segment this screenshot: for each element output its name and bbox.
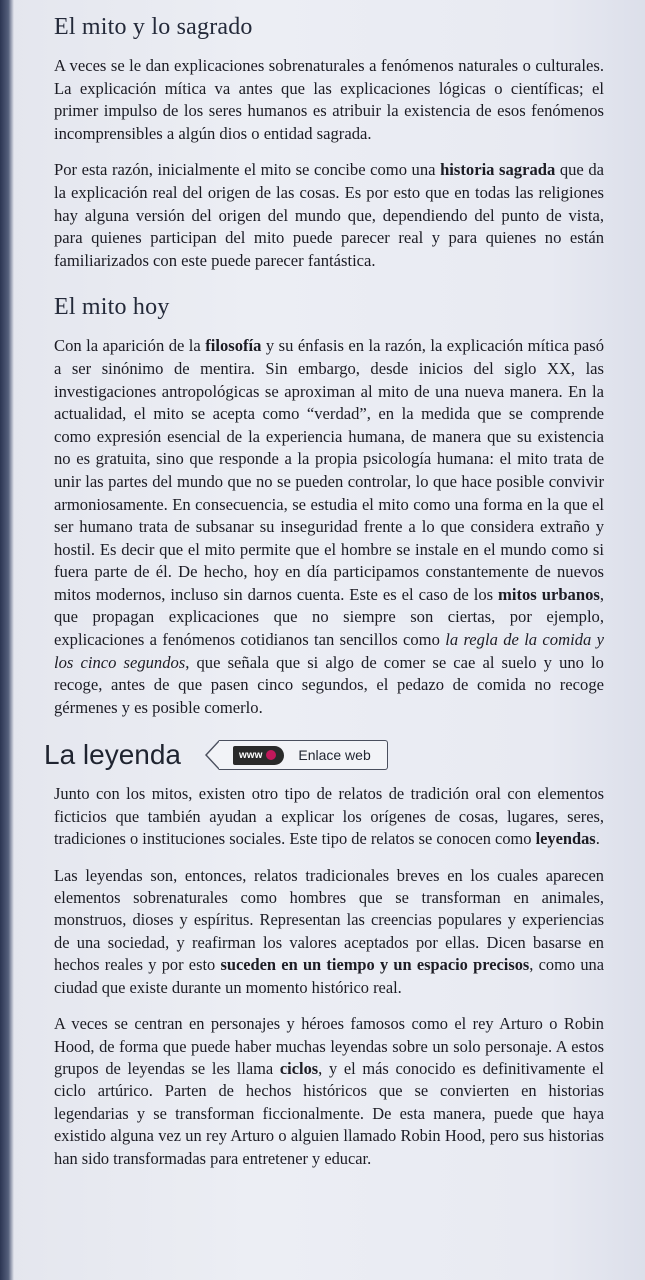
bold-term: suceden en un tiempo y un espacio precisos <box>220 955 530 975</box>
web-link-badge[interactable] <box>205 740 388 770</box>
paragraph-leyenda-3 <box>54 1013 604 1170</box>
heading-mito-sagrado: El mito y lo sagrado <box>54 14 253 40</box>
bold-term: leyendas <box>535 829 596 849</box>
dot-icon <box>266 750 276 760</box>
paragraph-leyenda-2 <box>54 865 604 999</box>
bold-term: historia sagrada <box>440 160 556 180</box>
heading-leyenda: La leyenda <box>44 739 182 771</box>
text-run: Con la aparición de la <box>54 336 206 356</box>
paragraph-mito-sagrado-2 <box>54 159 604 272</box>
text-run: , que propagan explicaciones que no siempre son ciertas, por ejemplo, explicaciones a fenómenos cotidianos tan sencillos como <box>54 584 604 650</box>
text-run: . <box>595 829 600 849</box>
badge-box <box>219 740 388 770</box>
text-run: Por esta razón, inicialmente el mito se concibe como una <box>54 160 441 180</box>
text-run: Junto con los mitos, existen otro tipo de relatos de tradición oral con elementos ficticios que también ayudan a explicar los orígenes de cosas, lugares, seres, tradiciones o instituciones sociales. Este tipo de relatos se conocen como <box>54 784 604 849</box>
text-run: A veces se centran en personajes y héroes famosos como el rey Arturo o Robin Hood, de forma que puede haber muchas leyendas sobre un solo personaje. A estos grupos de leyendas se les llama <box>54 1014 604 1078</box>
page-content <box>44 14 604 1184</box>
badge-label: Enlace web <box>298 747 371 764</box>
text-run: , que señala que si algo de comer se cae al suelo y uno lo recoge, antes de que pasen cinco segundos, el pedazo de comida no recoge gérmenes y es posible comerlo. <box>54 652 604 717</box>
bold-term: ciclos <box>279 1058 319 1078</box>
book-spine-shadow <box>0 0 14 1280</box>
paragraph-leyenda-1 <box>54 783 604 850</box>
bold-term: filosofía <box>205 336 262 356</box>
text-run: , y el más conocido es definitivamente el ciclo artúrico. Parten de hechos históricos que se convierten en historias legendarias y se transforman ficcionalmente. De esta manera, puede que haya existido alguna vez un rey Arturo o alguien llamado Robin Hood, pero sus historias han sido transformadas para entretener y educar. <box>54 1058 604 1168</box>
www-label: www <box>239 749 263 761</box>
paragraph-mito-hoy <box>54 335 604 719</box>
text-run: Las leyendas son, entonces, relatos tradicionales breves en los cuales aparecen elementos sobrenaturales como hombres que se transforman en animales, monstruos, dioses y espíritus. Representan las creencias populares y experiencias de una sociedad, y reafirman los valores aceptados por ellas. Dicen basarse en hechos reales y por esto <box>54 865 604 975</box>
italic-term: la regla de la comida y los cinco segundos <box>54 630 604 672</box>
text-run: que da la explicación real del origen de las cosas. Es por esto que en todas las religiones hay alguna versión del origen del mundo que, dependiendo del punto de vista, para quienes participan del mito puede parecer real y para quienes no están familiarizados con este puede parecer fantástica. <box>54 160 604 270</box>
text-run: , como una ciudad que existe durante un momento histórico real. <box>54 955 604 997</box>
www-icon <box>233 746 284 765</box>
bold-term: mitos urbanos <box>498 584 600 604</box>
text-run: y su énfasis en la razón, la explicación mítica pasó a ser sinónimo de mentira. Sin embargo, desde inicios del siglo XX, las investigaciones antropológicas se aproximan al mito de una nueva manera. En la actualidad, el mito se acepta como “verdad”, en la medida que se comprende como expresión esencial de la experiencia humana, de manera que su existencia no es gratuita, sino que responde a la propia psicología humana: el mito trata de unir las partes del mundo que no se pueden controlar, lo que hace posible convivir armoniosamente. En consecuencia, se estudia el mito como una forma en la que el ser humano trata de subsanar su inseguridad frente a lo que considera extraño y hostil. Es decir que el mito permite que el hombre se instale en el mundo como si fuera parte de él. De hecho, hoy en día participamos constantemente de nuevos mitos modernos, incluso sin darnos cuenta. Este es el caso de los <box>54 336 605 604</box>
leyenda-header <box>44 739 604 771</box>
arrow-left-icon <box>205 740 219 770</box>
paragraph-mito-sagrado-1: A veces se le dan explicaciones sobrenaturales a fenómenos naturales o culturales. La explicación mítica va antes que las explicaciones lógicas o científicas; el primer impulso de los seres humanos es atribuir la existencia de esos fenómenos incomprensibles a algún dios o entidad sagrada. <box>54 56 604 143</box>
leyenda-body <box>44 783 604 1170</box>
heading-mito-hoy: El mito hoy <box>54 294 170 321</box>
